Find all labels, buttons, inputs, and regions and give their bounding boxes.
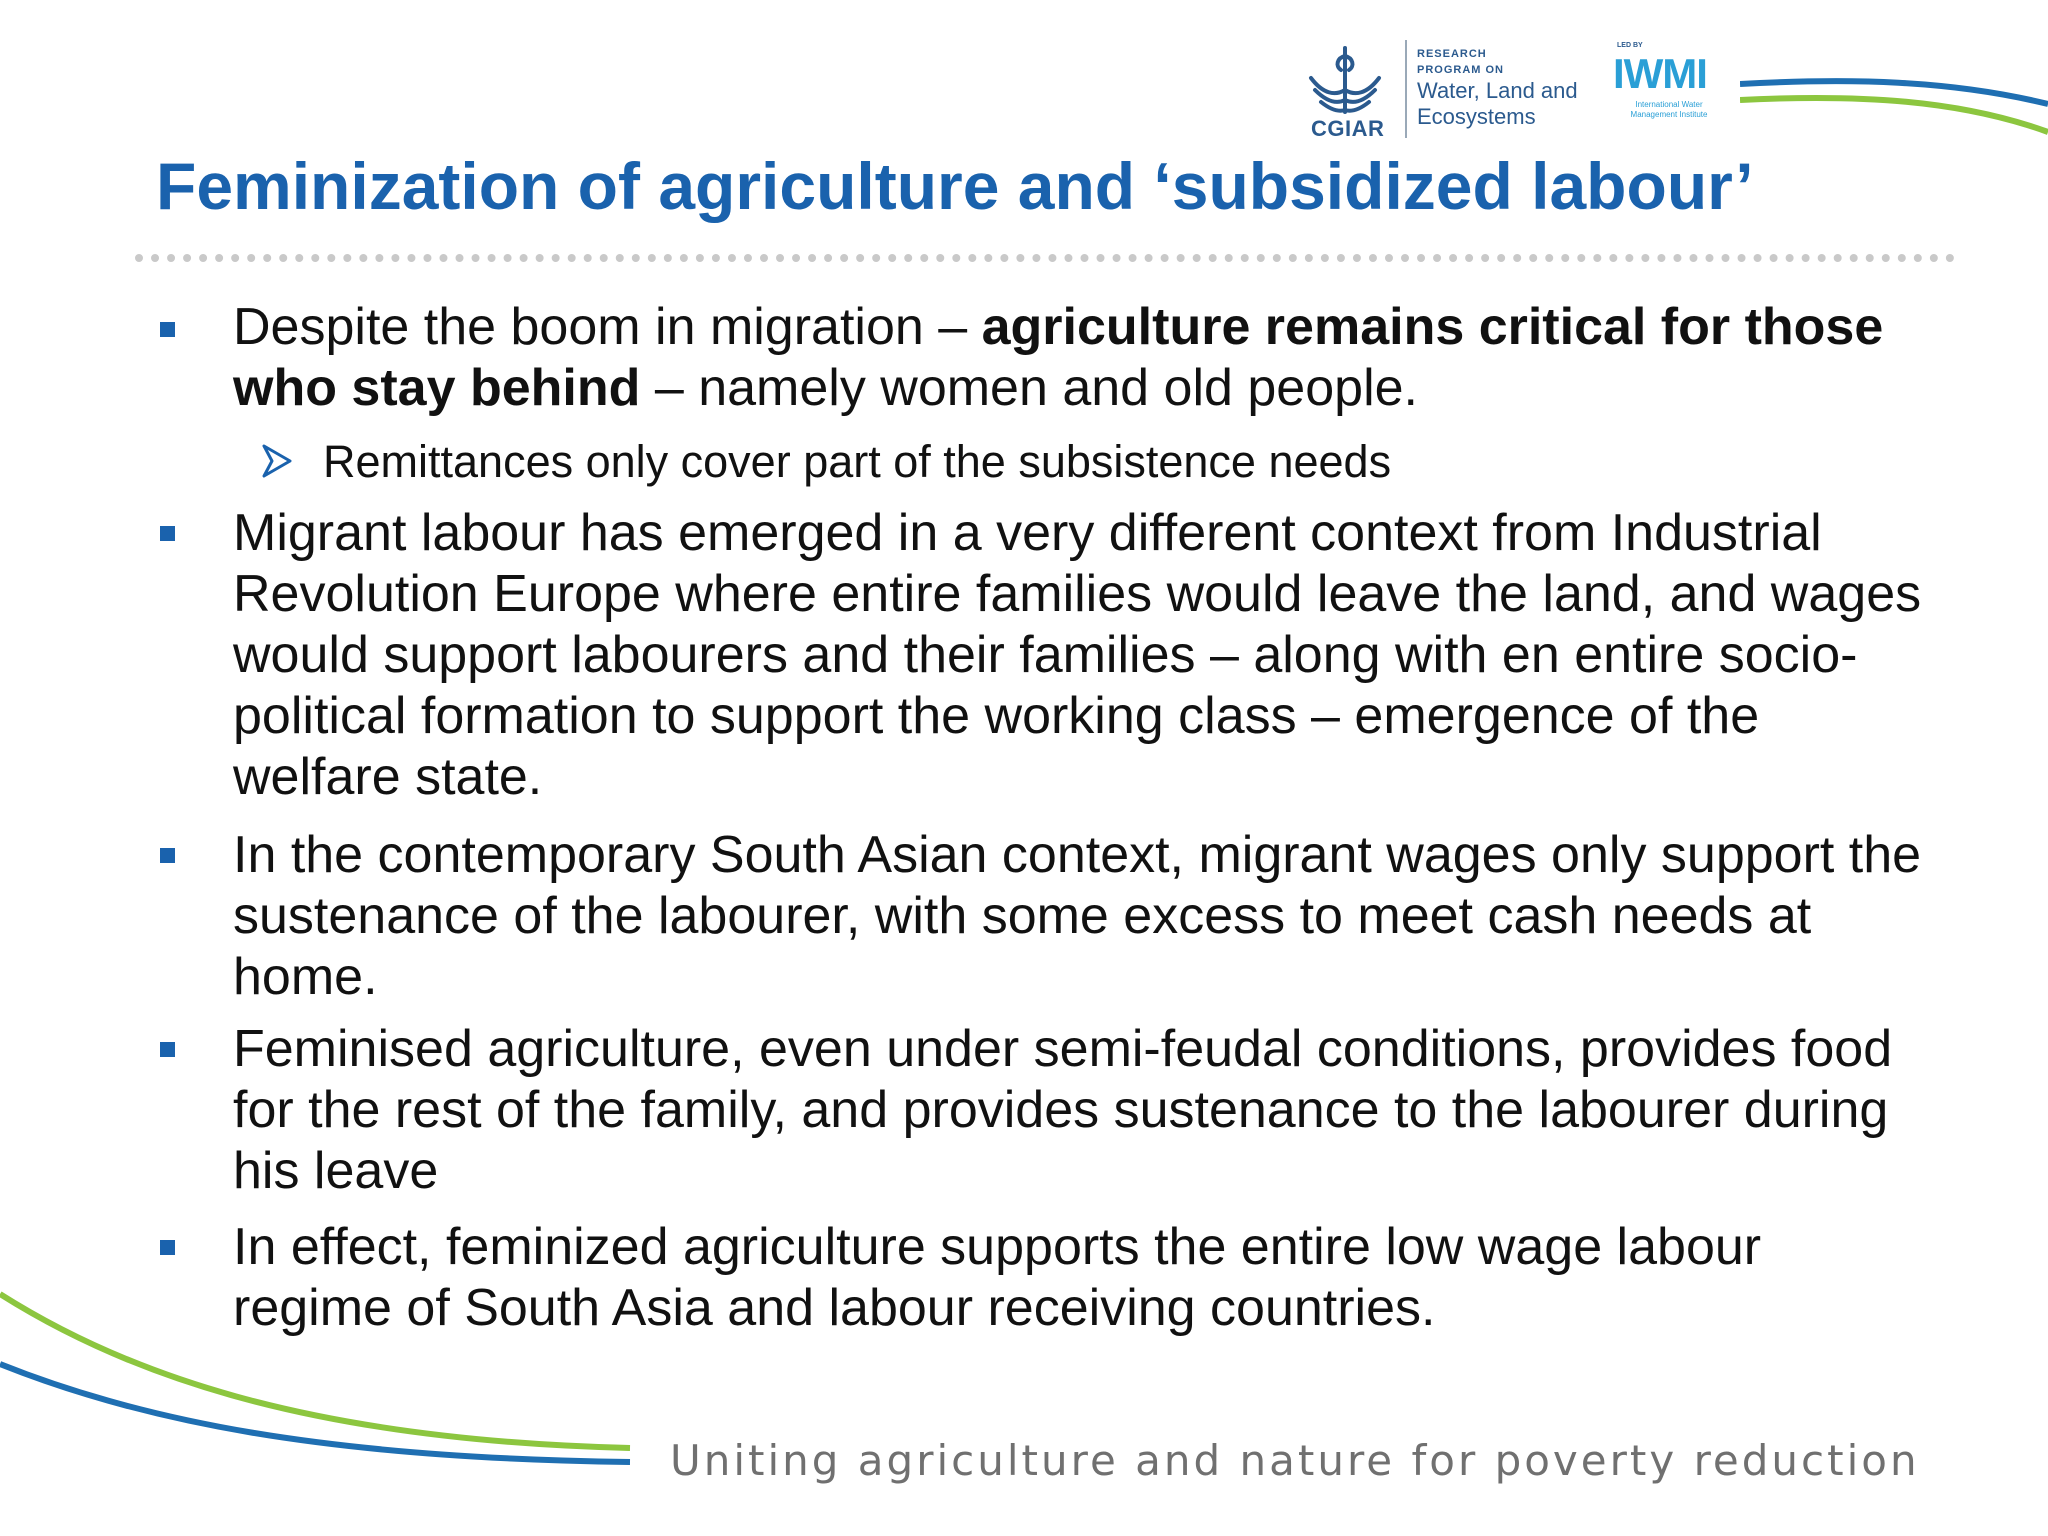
bullet-text-3: In the contemporary South Asian context, migrant wages only support the sustenance of the labourer, with some excess to meet cash needs at home. [233,826,1922,1006]
iwmi-logo-text: IWMI [1613,50,1707,97]
bullet-1-lead: Despite the boom in migration – [233,298,982,356]
logo-divider [1405,40,1407,138]
iwmi-subtitle: International Water Management Institute [1630,100,1708,119]
program-line-2: PROGRAM ON [1417,64,1504,76]
bullet-text-1 [233,297,1933,419]
bullet-text-2: Migrant labour has emerged in a very different context from Industrial Revolution Europe where entire families would leave the land, and wages would support labourers and their families – along with en entire socio-political formation to support the working class – emergence of the welfare state. [233,504,1922,806]
program-line-4: Ecosystems [1417,104,1536,129]
footer-tagline: Uniting agriculture and nature for poverty reduction [670,1436,1920,1485]
bullet-marker [160,848,175,863]
bullet-marker [160,1042,175,1057]
bullet-text-5: In effect, feminized agriculture supports the entire low wage labour regime of South Asia and labour receiving countries. [233,1218,1762,1337]
iwmi-led-by: LED BY [1617,42,1643,49]
cgiar-logo-icon [1305,38,1385,120]
program-line-3: Water, Land and [1417,78,1578,103]
bullet-1-tail: – namely women and old people. [640,359,1418,417]
top-swoosh-decoration [1740,70,2048,140]
title-divider [135,254,1955,262]
bullet-marker [160,526,175,541]
program-line-1: RESEARCH [1417,48,1487,60]
bullet-1-emphasis: agriculture remains critical for those who stay behind [233,298,1884,417]
arrow-bullet-icon [260,444,294,478]
header-logos [1305,36,1715,146]
cgiar-logo-text: CGIAR [1311,116,1385,141]
slide-title: Feminization of agriculture and ‘subsidized labour’ [156,149,1754,223]
bullet-marker [160,322,175,337]
bottom-swoosh-decoration [0,1280,640,1480]
bullet-marker [160,1240,175,1255]
bullet-text-4: Feminised agriculture, even under semi-feudal conditions, provides food for the rest of the family, and provides sustenance to the labourer during his leave [233,1020,1893,1200]
sub-bullet-text: Remittances only cover part of the subsistence needs [323,436,1392,487]
